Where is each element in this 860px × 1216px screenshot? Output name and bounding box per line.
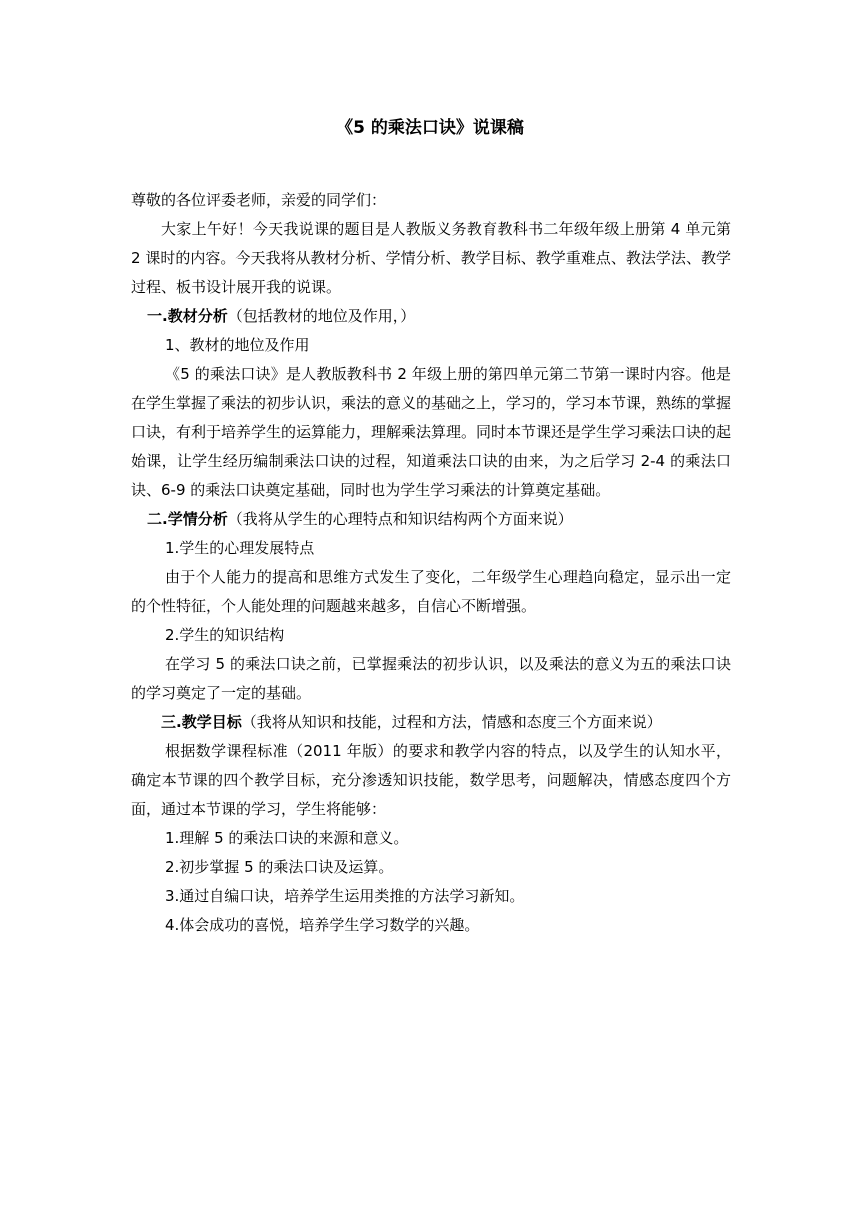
document-body xyxy=(131,186,731,940)
greeting-paragraph: 尊敬的各位评委老师，亲爱的同学们： xyxy=(131,191,387,209)
goal-item: 4.体会成功的喜悦，培养学生学习数学的兴趣。 xyxy=(165,916,480,934)
section-2-note: （我将从学生的心理特点和知识结构两个方面来说） xyxy=(227,510,573,528)
goal-item: 3.通过自编口诀，培养学生运用类推的方法学习新知。 xyxy=(165,887,525,905)
section-2-paragraph-1: 由于个人能力的提高和思维方式发生了变化，二年级学生心理趋向稳定，显示出一定的个性特征，个人能处理的问题越来越多，自信心不断增强。 xyxy=(131,568,731,615)
section-1-note: （包括教材的地位及作用，） xyxy=(227,307,416,325)
section-2-heading: 二.学情分析 xyxy=(147,510,228,528)
section-1-heading: 一.教材分析 xyxy=(147,307,228,325)
goal-item: 2.初步掌握 5 的乘法口诀及运算。 xyxy=(165,858,394,876)
section-3-paragraph: 根据数学课程标准（2011 年版）的要求和教学内容的特点，以及学生的认知水平，确定本节课的四个教学目标，充分渗透知识技能，数学思考，问题解决，情感态度四个方面，通过本节课的学习，学生将能够： xyxy=(131,742,731,818)
goal-item: 1.理解 5 的乘法口诀的来源和意义。 xyxy=(165,829,409,847)
section-2-subheading-2: 2.学生的知识结构 xyxy=(165,626,285,644)
section-2-heading-line xyxy=(131,505,731,534)
section-3-heading-line xyxy=(131,708,731,737)
section-1-heading-line xyxy=(131,302,731,331)
section-3-note: （我将从知识和技能，过程和方法，情感和态度三个方面来说） xyxy=(241,713,662,731)
document-title: 《5 的乘法口诀》说课稿 xyxy=(336,118,524,138)
section-2-subheading-1: 1.学生的心理发展特点 xyxy=(165,539,315,557)
intro-paragraph: 大家上午好！今天我说课的题目是人教版义务教育教科书二年级年级上册第 4 单元第 2 课时的内容。今天我将从教材分析、学情分析、教学目标、教学重难点、教法学法、教学过程、板书设计展开我的说课。 xyxy=(131,220,731,296)
section-3-heading: 三.教学目标 xyxy=(161,713,242,731)
section-1-subheading: 1、教材的地位及作用 xyxy=(165,336,310,354)
section-1-paragraph: 《5 的乘法口诀》是人教版教科书 2 年级上册的第四单元第二节第一课时内容。他是在学生掌握了乘法的初步认识，乘法的意义的基础之上，学习的，学习本节课，熟练的掌握口诀，有利于培养学生的运算能力，理解乘法算理。同时本节课还是学生学习乘法口诀的起始课，让学生经历编制乘法口诀的过程，知道乘法口诀的由来，为之后学习 2-4 的乘法口诀、6-9 的乘法口诀奠定基础，同时也为学生学习乘法的计算奠定基础。 xyxy=(131,365,732,499)
section-2-paragraph-2: 在学习 5 的乘法口诀之前，已掌握乘法的初步认识，以及乘法的意义为五的乘法口诀的学习奠定了一定的基础。 xyxy=(131,655,731,702)
